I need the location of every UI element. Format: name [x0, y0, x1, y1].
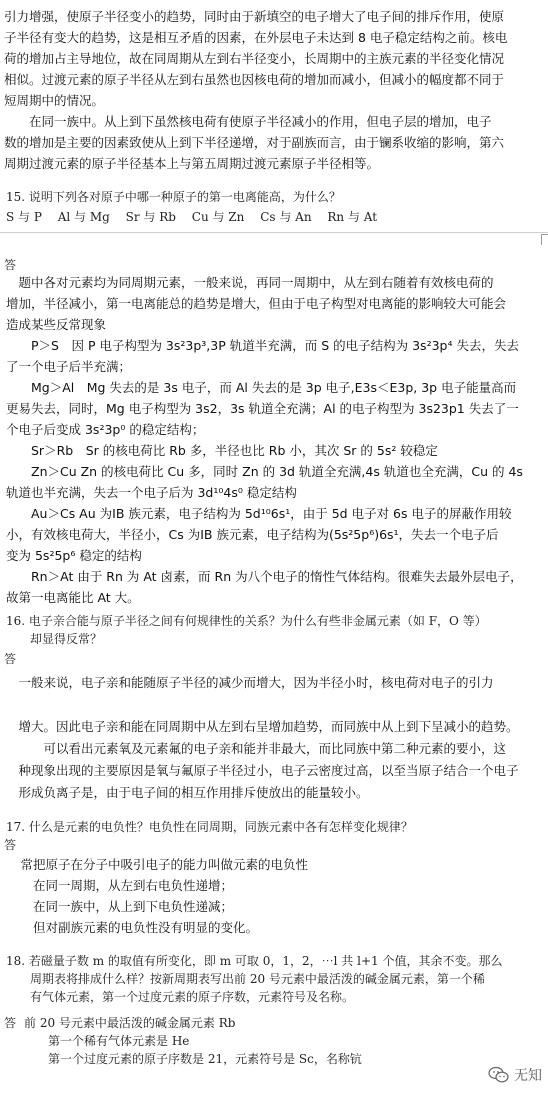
answer-15-line: 轨道也半充满，失去一个电子后为 3d¹⁰4s⁰ 稳定结构: [6, 485, 297, 500]
question-16: [6, 612, 487, 648]
answer-16-label: 答: [4, 652, 17, 666]
answer-15-line: 故第一电离能比 At 大。: [6, 590, 140, 605]
wechat-logo-icon: [488, 1066, 510, 1084]
answer-16: [6, 672, 519, 804]
answer-16-line: 可以看出元素氧及元素氟的电子亲和能并非最大，而比同族中第二种元素的要小，这: [6, 741, 507, 756]
answer-15-line: 了一个电子后半充满；: [6, 359, 132, 374]
watermark-text: 无知: [514, 1068, 542, 1084]
answer-15-line: Au＞Cs Au 为ⅠB 族元素，电子结构为 5d¹⁰6s¹，由于 5d 电子对 6s 电子的屏蔽作用较: [6, 506, 512, 521]
question-18: [6, 952, 502, 1006]
answer-17-label: 答: [4, 838, 17, 852]
intro-line: 周期过渡元素的原子半径基本上与第五周期过渡元素原子半径相等。: [4, 156, 380, 171]
question-18-line: 周期表将排成什么样？按新周期表写出前 20 号元素中最活泼的碱金属元素，第一个稀: [6, 972, 485, 986]
answer-15-line: 小，有效核电荷大，半径小，Cs 为ⅠB 族元素，电子结构为(5s²5p⁶)6s¹，失去一个电子后: [6, 527, 499, 542]
intro-line: 引力增强，使原子半径变小的趋势，同时由于新填空的电子增大了电子间的排斥作用，使原: [4, 9, 505, 24]
answer-17: [8, 854, 308, 938]
question-15-text: 15. 说明下列各对原子中哪一种原子的第一电离能高，为什么？: [6, 190, 341, 204]
answer-16-line: 增大。因此电子亲和能在同周期中从左到右呈增加趋势，而同族中从上到下呈减小的趋势。: [6, 719, 519, 734]
answer-17-line: 在同一族中，从上到下电负性递减；: [8, 899, 234, 914]
answer-15-line: Sr＞Rb Sr 的核电荷比 Rb 多，半径也比 Rb 小，其次 Sr 的 5s² 较稳定: [6, 443, 438, 458]
question-18-line: 18. 若磁量子数 m 的取值有所变化，即 m 可取 0，1，2，⋯l 共 l+1 个值，其余不变。那么: [6, 954, 503, 968]
answer-18-line: 第一个过度元素的原子序数是 21，元素符号是 Sc，名称钪: [24, 1052, 362, 1066]
intro-line: 子半径有变大的趋势，这是相互矛盾的因素，在外层电子未达到 8 电子稳定结构之前。核电: [4, 30, 508, 45]
answer-15-line: 增加，半径减小，第一电离能总的趋势是增大，但由于电子构型对电离能的影响较大可能会: [6, 296, 507, 311]
answer-18-label: 答: [4, 1016, 17, 1030]
answer-15-label: 答: [4, 258, 17, 272]
answer-15-line: 造成某些反常现象: [6, 317, 107, 332]
answer-15-line: 变为 5s²5p⁶ 稳定的结构: [6, 548, 142, 563]
question-17: 17. 什么是元素的电负性？电负性在同周期，同族元素中各有怎样变化规律？: [6, 820, 413, 834]
intro-line: 数的增加是主要的因素致使从上到下半径递增，对于副族而言，由于镧系收缩的影响，第六: [4, 135, 505, 150]
answer-16-line: [6, 694, 519, 716]
intro-paragraph: [4, 6, 507, 174]
question-15-pairs: S 与 P Al 与 Mg Sr 与 Rb Cu 与 Zn Cs 与 An Rn 与 At: [6, 210, 378, 224]
answer-15-line: 题中各对元素均为同周期元素，一般来说，再同一周期中，从左到右随着有效核电荷的: [6, 275, 494, 290]
answer-15-line: P＞S 因 P 电子构型为 3s²3p³,3P 轨道半充满，而 S 的电子结构为 3s²3p⁴ 失去，失去: [6, 338, 519, 353]
question-15: [6, 188, 377, 226]
answer-15-line: 更易失去，同时，Mg 电子构型为 3s2，3s 轨道全充满；Al 的电子构型为 3s23p1 失去了一: [6, 401, 519, 416]
question-16-line: 却显得反常？: [6, 632, 103, 646]
answer-15-line: Rn＞At 由于 Rn 为 At 卤素，而 Rn 为八个电子的惰性气体结构。很难失去最外层电子，: [6, 569, 523, 584]
answer-17-line: 常把原子在分子中吸引电子的能力叫做元素的电负性: [8, 857, 309, 872]
answer-17-line: 在同一周期，从左到右电负性递增；: [8, 878, 234, 893]
answer-17-line: 但对副族元素的电负性没有明显的变化。: [8, 920, 259, 935]
intro-line: 相似。过渡元素的原子半径从左到右虽然也因核电荷的增加而减小，但减小的幅度都不同于: [4, 72, 505, 87]
answer-18-line: 第一个稀有气体元素是 He: [24, 1034, 190, 1048]
page-edge-mark: [541, 234, 548, 245]
answer-18-line: 前 20 号元素中最活泼的碱金属元素 Rb: [24, 1016, 236, 1030]
answer-16-line: 种现象出现的主要原因是氧与氟原子半径过小，电子云密度过高，以至当原子结合一个电子: [6, 763, 519, 778]
page-divider: [0, 232, 548, 233]
answer-15-line: 个电子后变成 3s²3p⁰ 的稳定结构；: [6, 422, 205, 437]
answer-16-line: 形成负离子是，由于电子间的相互作用排斥使放出的能量较小。: [6, 785, 369, 800]
intro-line: 在同一族中。从上到下虽然核电荷有使原子半径减小的作用，但电子层的增加，电子: [4, 114, 492, 129]
intro-line: 荷的增加占主导地位，故在同周期从左到右半径变小，长周期中的主族元素的半径变化情况: [4, 51, 505, 66]
answer-16-line: 一般来说，电子亲和能随原子半径的减少而增大，因为半径小时，核电荷对电子的引力: [6, 675, 494, 690]
question-16-line: 16. 电子亲合能与原子半径之间有何规律性的关系？为什么有些非金属元素（如 F，O 等）: [6, 614, 487, 628]
answer-15: [6, 272, 523, 608]
answer-18: [24, 1014, 362, 1068]
intro-line: 短周期中的情况。: [4, 93, 105, 108]
answer-15-line: Mg＞Al Mg 失去的是 3s 电子，而 Al 失去的是 3p 电子,E3s＜E3p, 3p 电子能量高而: [6, 380, 517, 395]
question-18-line: 有气体元素，第一个过度元素的原子序数，元素符号及名称。: [6, 990, 355, 1004]
answer-15-line: Zn＞Cu Zn 的核电荷比 Cu 多，同时 Zn 的 3d 轨道全充满,4s 轨道也全充满，Cu 的 4s: [6, 464, 523, 479]
watermark: [488, 1065, 542, 1085]
